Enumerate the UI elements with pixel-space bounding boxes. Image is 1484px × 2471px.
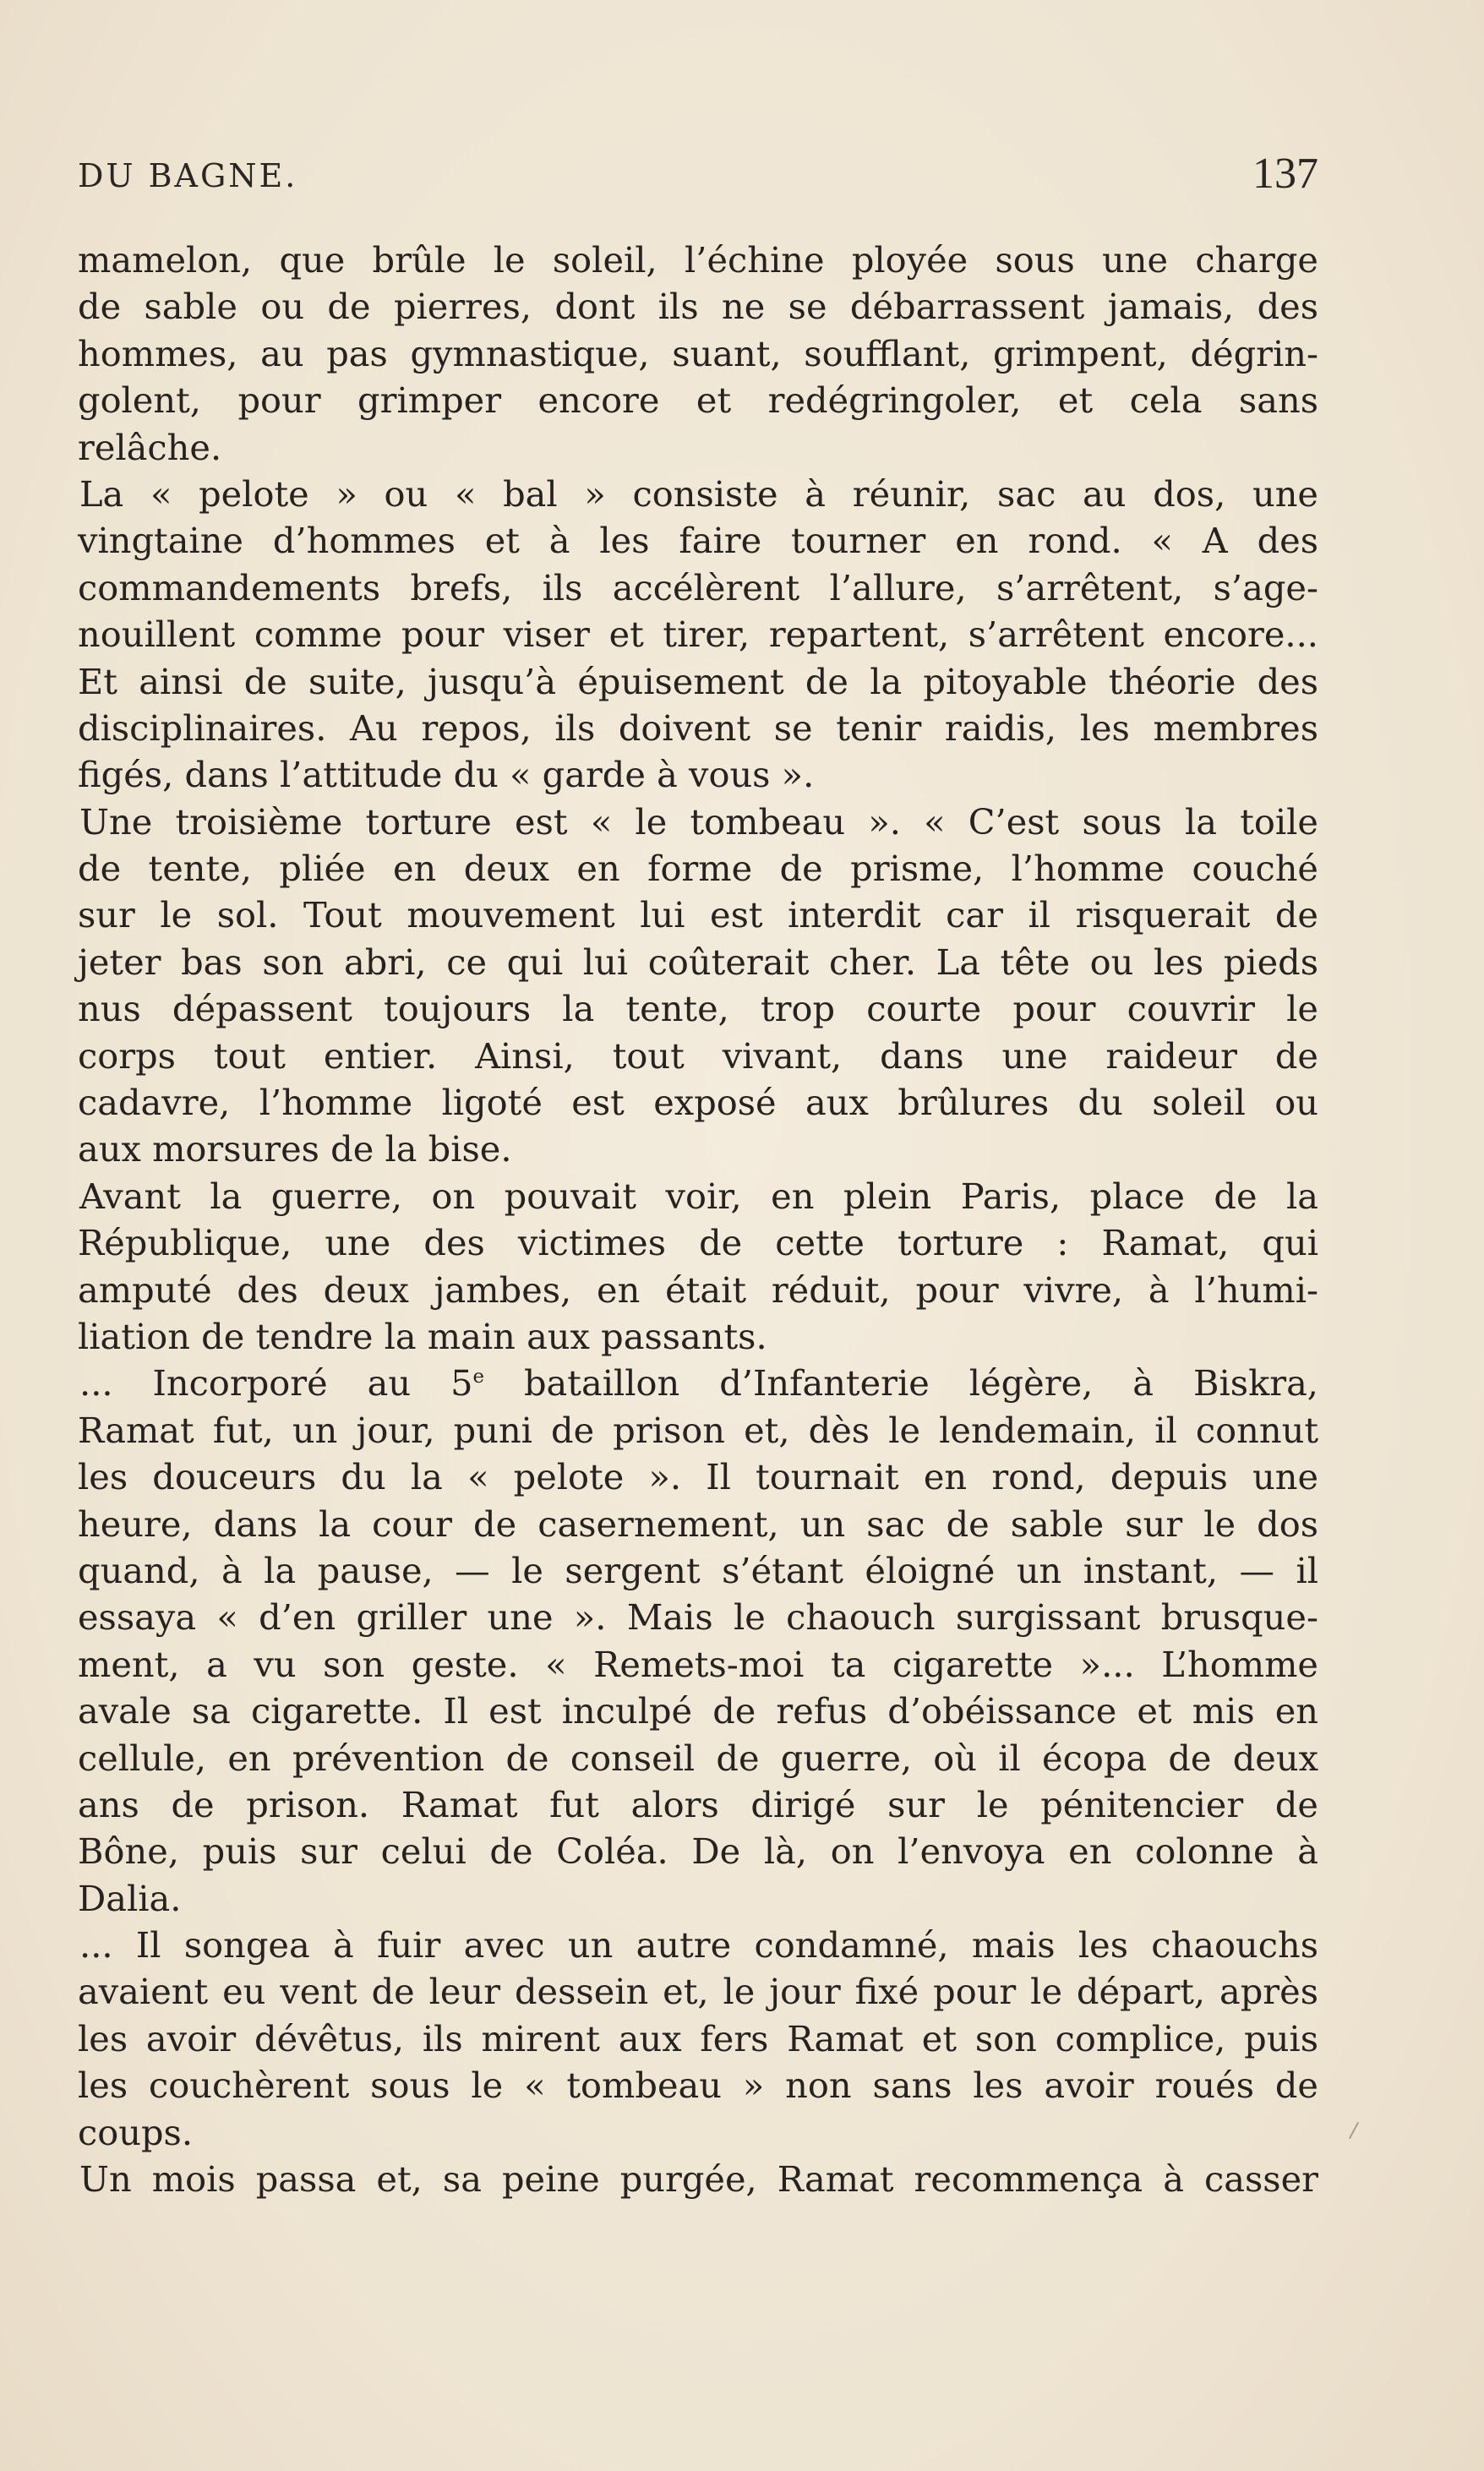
text-line: avale sa cigarette. Il est inculpé de refus d’obéissance et mis en	[78, 1690, 1318, 1732]
text-line: essaya « d’en griller une ». Mais le chaouch surgissant brusque-	[78, 1596, 1318, 1639]
text-line: coups.	[78, 2111, 194, 2153]
text-line: golent, pour grimper encore et redégringoler, et cela sans	[78, 379, 1318, 422]
text-line: avaient eu vent de leur dessein et, le jour fixé pour le départ, après	[78, 1971, 1318, 2013]
text-line: République, une des victimes de cette torture : Ramat, qui	[78, 1222, 1318, 1264]
text-line: heure, dans la cour de casernement, un sac de sable sur le dos	[78, 1503, 1318, 1545]
text-line: de sable ou de pierres, dont ils ne se débarrassent jamais, des	[78, 286, 1318, 328]
text-line: amputé des deux jambes, en était réduit, pour vivre, à l’humi-	[78, 1268, 1318, 1311]
text-line: les avoir dévêtus, ils mirent aux fers Ramat et son complice, puis	[78, 2017, 1318, 2059]
text-line: Dalia.	[78, 1877, 182, 1919]
text-line: ment, a vu son geste. « Remets-moi ta cigarette »... L’homme	[78, 1643, 1318, 1685]
text-line: les douceurs du la « pelote ». Il tournait en rond, depuis une	[78, 1456, 1318, 1498]
text-line: ans de prison. Ramat fut alors dirigé sur le pénitencier de	[78, 1783, 1318, 1825]
text-line: sur le sol. Tout mouvement lui est interdit car il risquerait de	[78, 894, 1318, 936]
text-line: nouillent comme pour viser et tirer, repartent, s’arrêtent encore...	[78, 614, 1318, 656]
text-line: commandements brefs, ils accélèrent l’allure, s’arrêtent, s’age-	[78, 566, 1318, 608]
text-line: relâche.	[78, 426, 222, 468]
text-line: disciplinaires. Au repos, ils doivent se tenir raidis, les membres	[78, 706, 1318, 749]
text-line: ... Il songea à fuir avec un autre condamné, mais les chaouchs	[79, 1924, 1318, 1966]
ordinal-superscript: e	[472, 1366, 485, 1388]
text-line: jeter bas son abri, ce qui lui coûterait cher. La tête ou les pieds	[78, 941, 1318, 983]
text-line: de tente, pliée en deux en forme de prisme, l’homme couché	[78, 848, 1318, 890]
text-line: Ramat fut, un jour, puni de prison et, dès le lendemain, il connut	[78, 1409, 1318, 1451]
running-head	[78, 149, 1318, 199]
text-line: Avant la guerre, on pouvait voir, en plein Paris, place de la	[79, 1175, 1318, 1217]
running-title: DU BAGNE.	[78, 157, 298, 194]
body-text	[78, 237, 1318, 2202]
text-line: quand, à la pause, — le sergent s’étant éloigné un instant, — il	[78, 1549, 1318, 1591]
text-line: Et ainsi de suite, jusqu’à épuisement de la pitoyable théorie des	[78, 660, 1318, 702]
text-line: hommes, au pas gymnastique, suant, soufflant, grimpent, dégrin-	[78, 332, 1318, 374]
text-line: vingtaine d’hommes et à les faire tourner en rond. « A des	[78, 520, 1318, 562]
text-line: les couchèrent sous le « tombeau » non sans les avoir roués de	[78, 2065, 1318, 2107]
text-line: nus dépassent toujours la tente, trop courte pour couvrir le	[78, 988, 1318, 1030]
text-line: aux morsures de la bise.	[78, 1128, 512, 1170]
paper-blemish	[1349, 2122, 1359, 2139]
text-line: Une troisième torture est « le tombeau ». « C’est sous la toile	[79, 800, 1318, 843]
text-line: mamelon, que brûle le soleil, l’échine ployée sous une charge	[78, 239, 1318, 281]
text-line: cellule, en prévention de conseil de guerre, où il écopa de deux	[78, 1737, 1318, 1779]
page-number: 137	[1252, 150, 1318, 198]
text-line: cadavre, l’homme ligoté est exposé aux brûlures du soleil ou	[78, 1082, 1318, 1124]
text-line: liation de tendre la main aux passants.	[78, 1315, 767, 1357]
text-line: Bône, puis sur celui de Coléa. De là, on l’envoya en colonne à	[78, 1830, 1318, 1873]
text-line: corps tout entier. Ainsi, tout vivant, dans une raideur de	[78, 1034, 1318, 1077]
text-line: Un mois passa et, sa peine purgée, Ramat recommença à casser	[79, 2158, 1318, 2201]
text-line: ... Incorporé au 5e bataillon d’Infanterie légère, à Biskra,	[79, 1362, 1318, 1405]
text-line: figés, dans l’attitude du « garde à vous ».	[78, 754, 815, 796]
text-line: La « pelote » ou « bal » consiste à réunir, sac au dos, une	[79, 472, 1318, 515]
